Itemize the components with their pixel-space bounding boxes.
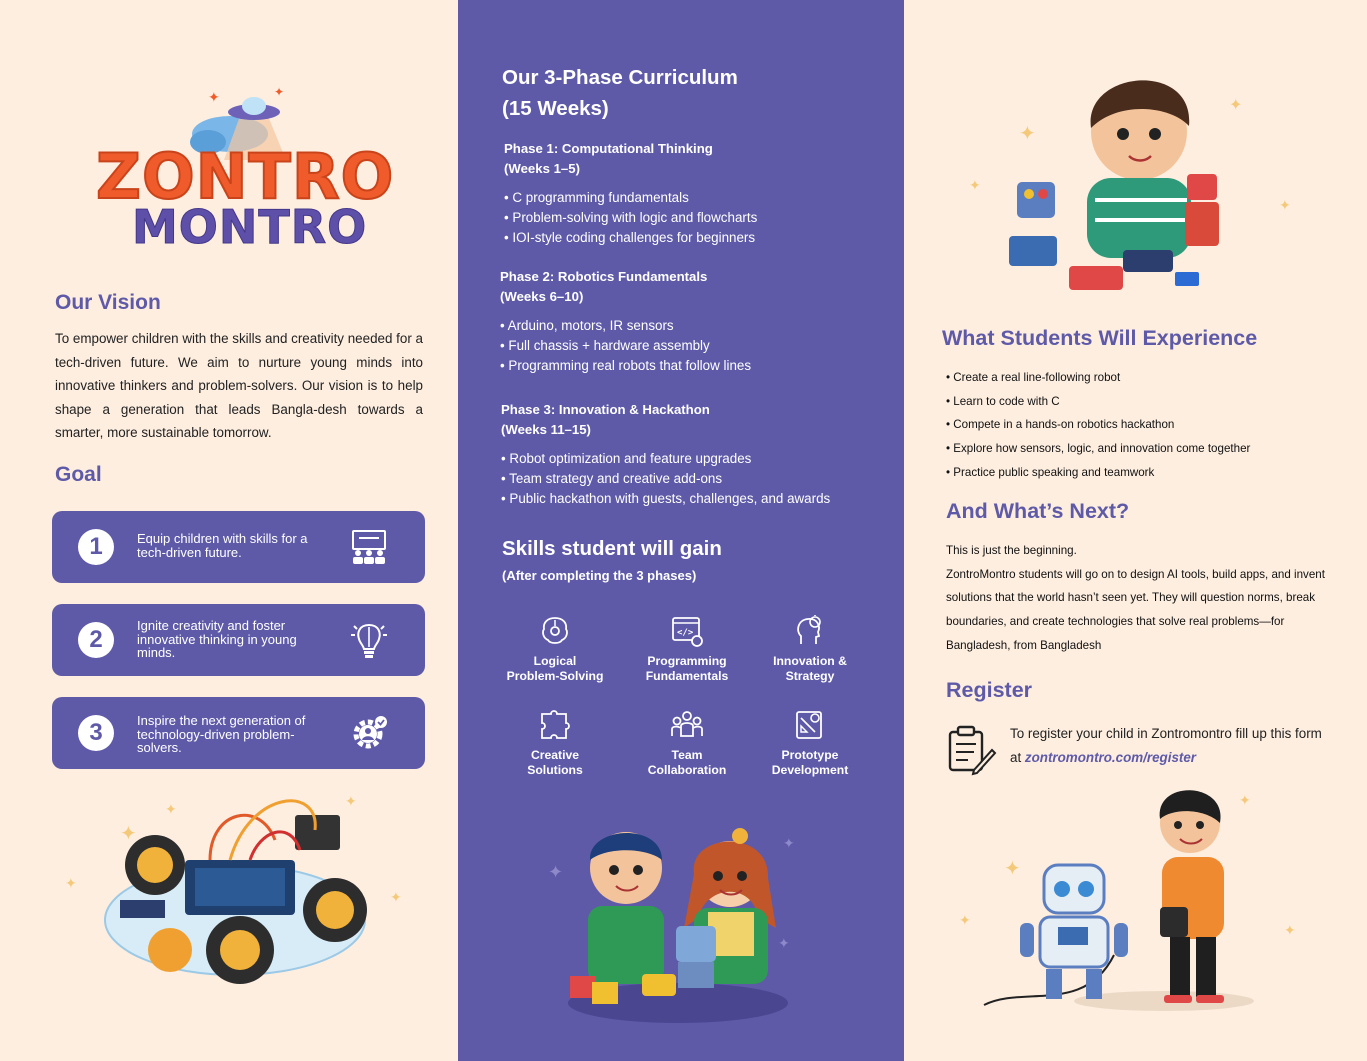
- skill-programming-fundamentals: [622, 614, 752, 684]
- middle-panel: [458, 0, 904, 1061]
- svg-text:</>: </>: [677, 628, 694, 638]
- svg-text:✦: ✦: [390, 889, 402, 905]
- experience-list: [946, 366, 1250, 485]
- svg-text:✦: ✦: [969, 177, 981, 193]
- svg-text:✦: ✦: [1279, 197, 1291, 213]
- next-text: [946, 539, 1326, 658]
- phase-3-title: Phase 3: Innovation & Hackathon: [501, 402, 710, 417]
- skill-line2: Solutions: [527, 763, 583, 777]
- skill-line2: Fundamentals: [645, 669, 729, 683]
- classroom-icon: [349, 528, 389, 566]
- svg-text:✦: ✦: [1239, 792, 1251, 808]
- phase-1-bullets: [504, 188, 757, 248]
- svg-text:✦: ✦: [778, 935, 790, 951]
- register-instruction: To register your child in Zontromontro fill up this form at: [1010, 726, 1322, 765]
- vision-text: To empower children with the skills and creativity needed for a tech-driven future. We aim to nurture young minds into innovative thinkers and problem-solvers. Our vision is to help shape a generation that leads Bangla-desh towards a smarter, more sustainable tomorrow.: [55, 331, 423, 441]
- idea-head-icon: [793, 614, 827, 648]
- skill-line2: Strategy: [785, 669, 835, 683]
- skill-line1: Prototype: [781, 748, 839, 762]
- goal-text-2: Ignite creativity and foster innovative thinking in young minds.: [137, 618, 297, 660]
- skill-line1: Logical: [533, 654, 577, 668]
- skill-logical-problem-solving: [490, 614, 620, 684]
- phase-1-title: Phase 1: Computational Thinking: [504, 141, 713, 156]
- code-window-icon: [670, 614, 704, 648]
- brain-bulb-icon: [349, 621, 389, 659]
- experience-item: • Create a real line-following robot: [946, 371, 1121, 384]
- phase-2-weeks: (Weeks 6–10): [500, 289, 584, 304]
- logo-montro-text: MONTRO: [132, 200, 368, 254]
- register-link[interactable]: zontromontro.com/register: [1024, 750, 1197, 765]
- gear-person-icon: [349, 714, 389, 752]
- svg-text:✦: ✦: [959, 912, 971, 928]
- left-panel: [0, 0, 458, 1061]
- svg-text:✦: ✦: [548, 862, 564, 882]
- phase-2-bullet: • Programming real robots that follow lines: [500, 358, 752, 373]
- curriculum-title-line2: (15 Weeks): [502, 97, 609, 120]
- phase-2-bullets: [500, 316, 751, 376]
- goal-heading: Goal: [55, 463, 102, 486]
- next-intro: This is just the beginning.: [946, 544, 1077, 557]
- clipboard-pencil-icon: [946, 724, 996, 774]
- skills-title: Skills student will gain: [502, 537, 722, 560]
- svg-text:✦: ✦: [345, 793, 357, 809]
- phase-3-bullet: • Robot optimization and feature upgrades: [501, 451, 752, 466]
- team-icon: [670, 708, 704, 742]
- blueprint-icon: [793, 708, 827, 742]
- experience-item: • Practice public speaking and teamwork: [946, 465, 1155, 479]
- phase-3-bullet: • Public hackathon with guests, challenges, and awards: [501, 491, 831, 506]
- phase-3-weeks: (Weeks 11–15): [501, 422, 591, 437]
- skill-prototype-development: [745, 708, 875, 778]
- boy-controlling-robot-illustration: [959, 785, 1296, 1025]
- goal-text-3: Inspire the next generation of technology-driven problem-solvers.: [137, 713, 306, 755]
- zontro-montro-logo: [90, 82, 395, 262]
- phase-1-bullet: • Problem-solving with logic and flowcharts: [504, 210, 758, 225]
- experience-item: • Explore how sensors, logic, and innovation come together: [946, 442, 1251, 456]
- phase-1-bullet: • IOI-style coding challenges for beginners: [504, 230, 756, 245]
- svg-text:✦: ✦: [165, 801, 177, 817]
- register-heading: Register: [946, 678, 1033, 702]
- experience-item: • Compete in a hands-on robotics hackathon: [946, 418, 1175, 432]
- phase-2-bullet: • Arduino, motors, IR sensors: [500, 318, 674, 333]
- puzzle-icon: [538, 708, 572, 742]
- robot-car-illustration: [60, 790, 410, 1020]
- skill-innovation-strategy: [745, 614, 875, 684]
- svg-text:✦: ✦: [65, 875, 77, 891]
- skill-line2: Problem-Solving: [506, 669, 604, 683]
- svg-text:✦: ✦: [783, 835, 795, 851]
- svg-text:✦: ✦: [208, 90, 220, 106]
- svg-text:✦: ✦: [1284, 922, 1296, 938]
- experience-item: • Learn to code with C: [946, 394, 1060, 408]
- svg-text:✦: ✦: [1229, 97, 1243, 114]
- logo-zontro-text: ZONTRO: [96, 140, 395, 213]
- goal-number-3: 3: [78, 715, 114, 751]
- next-heading: And What’s Next?: [946, 499, 1130, 523]
- boy-with-robot-illustration: [969, 50, 1291, 300]
- curriculum-title-line1: Our 3-Phase Curriculum: [502, 66, 738, 89]
- goal-number-1: 1: [78, 529, 114, 565]
- skill-creative-solutions: [490, 708, 620, 778]
- brain-gear-icon: [538, 614, 572, 648]
- goal-card-3: [52, 697, 425, 769]
- phase-3-bullet: • Team strategy and creative add-ons: [501, 471, 723, 486]
- svg-text:✦: ✦: [1019, 123, 1036, 145]
- svg-text:✦: ✦: [120, 823, 137, 845]
- right-panel: [904, 0, 1367, 1061]
- skill-line1: Innovation &: [773, 654, 847, 668]
- goal-card-2: [52, 604, 425, 676]
- phase-1-bullet: • C programming fundamentals: [504, 190, 689, 205]
- svg-text:✦: ✦: [274, 85, 285, 99]
- phase-2-bullet: • Full chassis + hardware assembly: [500, 338, 710, 353]
- next-body: ZontroMontro students will go on to design AI tools, build apps, and invent solutions that the world hasn’t seen yet. They will question norms, break boundaries, and create technologies that solve real problems—for Bangladesh, from Bangladesh: [946, 567, 1325, 652]
- register-text: [1010, 722, 1330, 770]
- goal-card-1: [52, 511, 425, 583]
- kids-building-robot-illustration: [548, 808, 798, 1028]
- phase-1-weeks: (Weeks 1–5): [504, 161, 580, 176]
- experience-heading: What Students Will Experience: [942, 326, 1258, 350]
- svg-text:✦: ✦: [1004, 858, 1021, 880]
- skill-line2: Development: [771, 763, 849, 777]
- vision-heading: Our Vision: [55, 291, 161, 314]
- skill-line1: Programming: [647, 654, 727, 668]
- skill-line2: Collaboration: [647, 763, 727, 777]
- skill-line1: Creative: [530, 748, 580, 762]
- goal-number-2: 2: [78, 622, 114, 658]
- goal-text-1: Equip children with skills for a tech-driven future.: [137, 531, 308, 560]
- skill-line1: Team: [671, 748, 703, 762]
- phase-3-bullets: [501, 449, 830, 509]
- phase-2-title: Phase 2: Robotics Fundamentals: [500, 269, 708, 284]
- skills-subtitle: (After completing the 3 phases): [502, 568, 697, 583]
- skill-team-collaboration: [622, 708, 752, 778]
